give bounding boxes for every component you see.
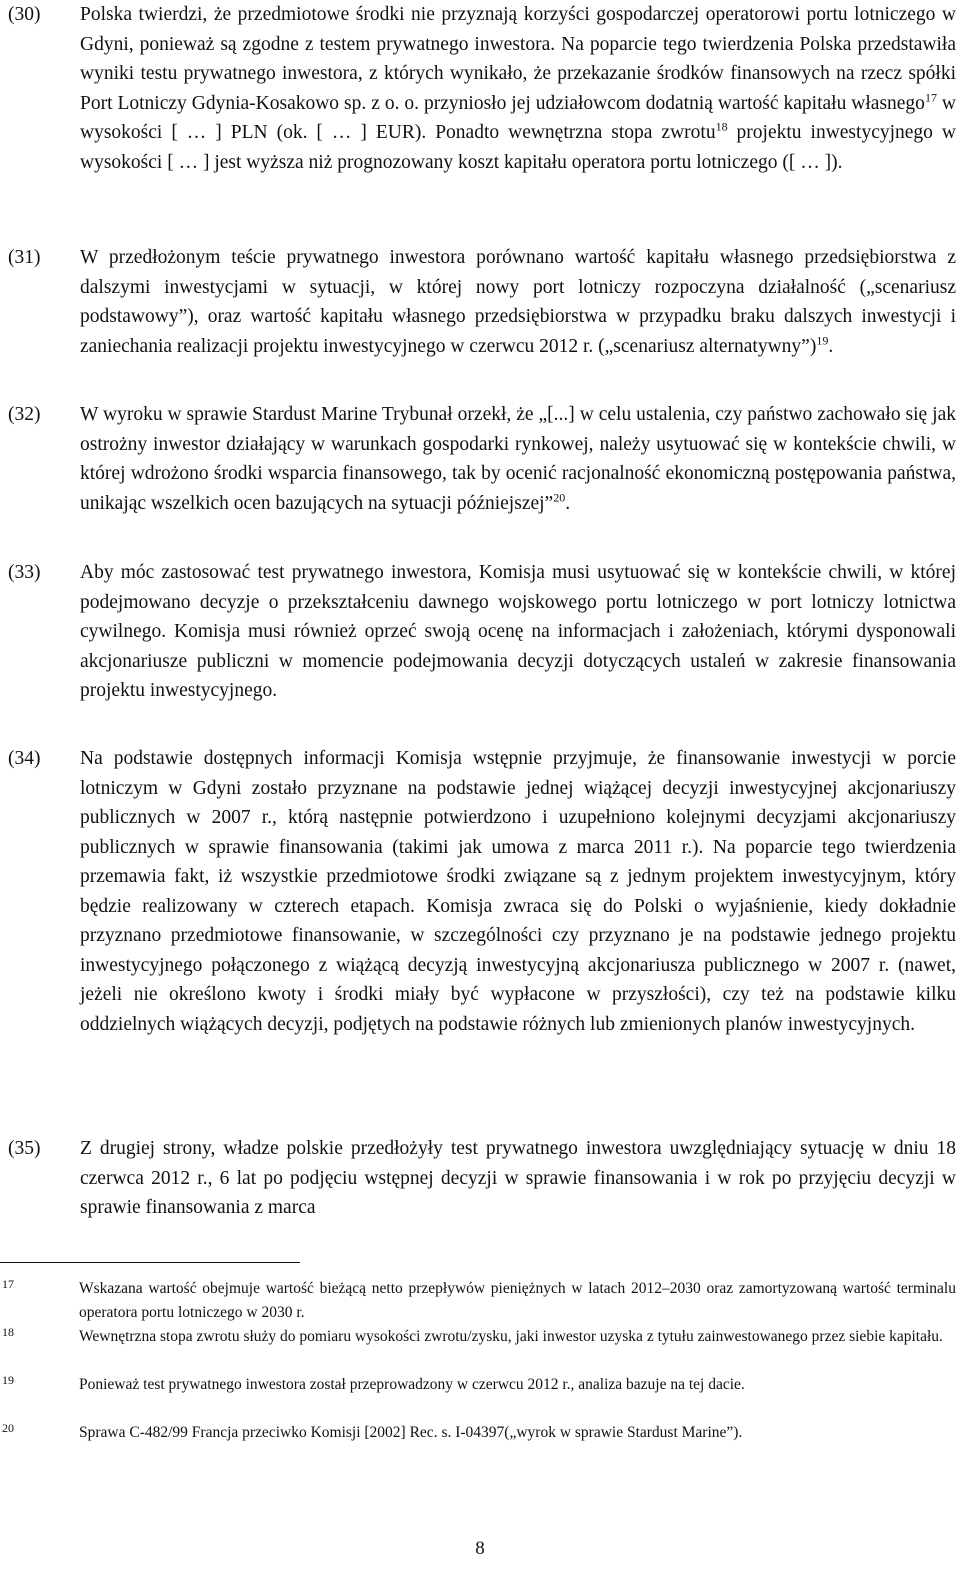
footnote-mark: 18 xyxy=(2,1325,14,1339)
footnote-20 xyxy=(0,1421,956,1445)
footnote-text: Sprawa C-482/99 Francja przeciwko Komisji [2002] Rec. s. I-04397(„wyrok w sprawie Stardust Marine”). xyxy=(79,1424,743,1441)
paragraph-33 xyxy=(8,558,956,706)
paragraph-number: (30) xyxy=(8,4,41,25)
paragraph-34 xyxy=(8,744,956,1039)
page-number: 8 xyxy=(475,1538,485,1559)
footnote-19 xyxy=(0,1373,956,1397)
text-run: . xyxy=(565,492,571,514)
footnote-text: Wewnętrzna stopa zwrotu służy do pomiaru wysokości zwrotu/zysku, jaki inwestor uzyska z tytułu zainwestowanego przez siebie kapitału. xyxy=(79,1328,943,1345)
footnote-text: Ponieważ test prywatnego inwestora został przeprowadzony w czerwcu 2012 r., analiza bazuje na tej dacie. xyxy=(79,1376,745,1393)
paragraph-number: (35) xyxy=(8,1138,41,1159)
text-run: Polska twierdzi, że przedmiotowe środki nie przyznają korzyści gospodarczej operatorowi portu lotniczego w Gdyni, ponieważ są zgodne z testem prywatnego inwestora. Na poparcie tego twierdzenia Polska przedstawiła wyniki testu prywatnego inwestora, z których wynikało, że przekazanie środków finansowych na rzecz spółki Port Lotniczy Gdynia-Kosakowo sp. z o. o. przyniosło jej udziałowcom dodatnią wartość kapitału własnego xyxy=(80,4,956,114)
paragraph-text xyxy=(80,0,956,177)
footnote-ref-20[interactable]: 20 xyxy=(553,490,566,504)
paragraph-text xyxy=(80,400,956,518)
paragraph-text xyxy=(80,243,956,361)
text-run: W wyroku w sprawie Stardust Marine Trybunał orzekł, że „[...] w celu ustalenia, czy państwo zachowało się jak ostrożny inwestor działający w warunkach gospodarki rynkowej, należy usytuować się w kontekście chwili, w której wdrożono środki wsparcia finansowego, tak by ocenić racjonalność ekonomiczną postępowania państwa, unikając wszelkich ocen bazujących na sytuacji późniejszej” xyxy=(80,404,956,514)
paragraph-32 xyxy=(8,400,956,518)
footnote-ref-18[interactable]: 18 xyxy=(715,119,728,134)
text-run: projektu inwestycyjnego w wysokości [ … ] jest wyższa niż prognozowany koszt kapitału operatora portu lotniczego ([ … ]). xyxy=(80,122,956,173)
text-run: w wysokości [ … ] PLN (ok. [ … ] EUR). Ponadto wewnętrzna stopa zwrotu xyxy=(80,92,956,143)
footnote-mark: 19 xyxy=(2,1373,14,1387)
paragraph-text: Z drugiej strony, władze polskie przedłożyły test prywatnego inwestora uwzględniający sytuację w dniu 18 czerwca 2012 r., 6 lat po podjęciu wstępnej decyzji w sprawie finansowania i w rok po przyjęciu decyzji w sprawie finansowania z marca xyxy=(80,1138,956,1218)
footnote-separator xyxy=(0,1262,300,1263)
paragraph-text: Na podstawie dostępnych informacji Komisja wstępnie przyjmuje, że finansowanie inwestycji w porcie lotniczym w Gdyni zostało przyznane na podstawie jednej wiążącej decyzji inwestycyjnej akcjonariuszy publicznych w 2007 r., którą następnie potwierdzono i uzupełniono kolejnymi decyzjami akcjonariuszy publicznych w sprawie finansowania (takimi jak umowa z marca 2011 r.). Na poparcie tego twierdzenia przemawia fakt, iż wszystkie przedmiotowe środki związane są z jednym projektem inwestycyjnym, który będzie realizowany w czterech etapach. Komisja zwraca się do Polski o wyjaśnienie, kiedy dokładnie przyznano przedmiotowe finansowanie, w szczególności czy przyznano je na podstawie jednego projektu inwestycyjnego połączonego z wiążącą decyzją inwestycyjną akcjonariusza publicznego w 2007 r. (nawet, jeżeli nie określono kwoty i środki miały być wypłacone w przyszłości), czy też na podstawie kilku oddzielnych wiążących decyzji, podjętych na podstawie różnych lub zmienionych planów inwestycyjnych. xyxy=(80,748,956,1035)
footnote-ref-17[interactable]: 17 xyxy=(924,90,937,104)
paragraph-35 xyxy=(8,1134,956,1223)
footnote-ref-19[interactable]: 19 xyxy=(816,333,829,347)
footnote-17 xyxy=(0,1277,956,1325)
paragraph-31 xyxy=(8,243,956,361)
text-run: . xyxy=(828,335,834,357)
paragraph-text: Aby móc zastosować test prywatnego inwestora, Komisja musi usytuować się w kontekście chwili, w której podejmowano decyzje o przekształceniu dawnego wojskowego portu lotniczego w port lotniczy lotnictwa cywilnego. Komisja musi również oprzeć swoją ocenę na informacjach i założeniach, którymi dysponowali akcjonariusze publiczni w momencie podejmowania decyzji dotyczących ustaleń w zakresie finansowania projektu inwestycyjnego. xyxy=(80,562,956,701)
footnote-text: Wskazana wartość obejmuje wartość bieżącą netto przepływów pieniężnych w latach 2012–2030 oraz zamortyzowaną wartość terminalu operatora portu lotniczego w 2030 r. xyxy=(79,1280,956,1321)
paragraph-30 xyxy=(8,0,956,177)
footnote-mark: 17 xyxy=(2,1277,14,1291)
footnote-mark: 20 xyxy=(2,1421,14,1435)
paragraph-number: (33) xyxy=(8,562,41,583)
paragraph-number: (34) xyxy=(8,748,41,769)
text-run: W przedłożonym teście prywatnego inwestora porównano wartość kapitału własnego przedsiębiorstwa z dalszymi inwestycjami w sytuacji, w której nowy port lotniczy rozpoczyna działalność („scenariusz podstawowy”), oraz wartość kapitału własnego przedsiębiorstwa w przypadku braku dalszych inwestycji i zaniechania realizacji projektu inwestycyjnego w czerwcu 2012 r. („scenariusz alternatywny”) xyxy=(80,247,956,357)
paragraph-number: (31) xyxy=(8,247,41,268)
footnote-18 xyxy=(0,1325,956,1349)
paragraph-number: (32) xyxy=(8,404,41,425)
